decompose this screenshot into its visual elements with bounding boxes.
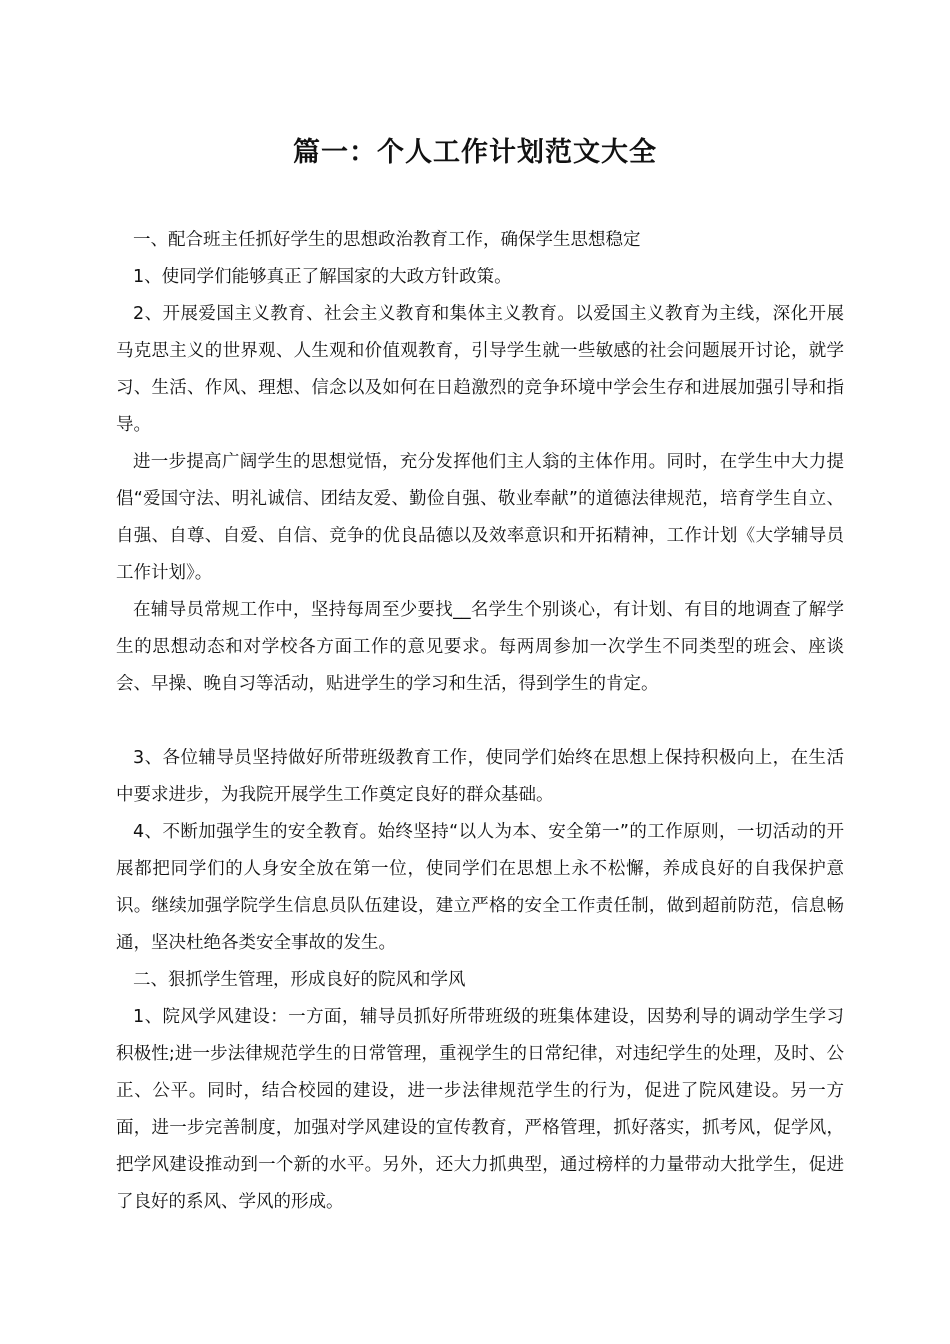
paragraph-item-2: 2、开展爱国主义教育、社会主义教育和集体主义教育。以爱国主义教育为主线，深化开展马克思主义的世界观、人生观和价值观教育，引导学生就一些敏感的社会问题展开讨论，就学习、生活、作风、理想、信念以及如何在日趋激烈的竞争环境中学会生存和进展加强引导和指导。 [116,304,844,435]
paragraph-item-3: 3、各位辅导员坚持做好所带班级教育工作，使同学们始终在思想上保持积极向上，在生活中要求进步，为我院开展学生工作奠定良好的群众基础。 [116,748,844,805]
paragraph-item-1: 1、使同学们能够真正了解国家的大政方针政策。 [133,267,512,287]
document-body [116,222,844,1221]
document-title: 篇一：个人工作计划范文大全 [293,137,657,168]
paragraph-routine-work: 在辅导员常规工作中，坚持每周至少要找__名学生个别谈心，有计划、有目的地调查了解学生的思想动态和对学校各方面工作的意见要求。每两周参加一次学生不同类型的班会、座谈会、早操、晚自习等活动，贴进学生的学习和生活，得到学生的肯定。 [116,600,844,694]
paragraph-item-4: 4、不断加强学生的安全教育。始终坚持“以人为本、安全第一”的工作原则，一切活动的开展都把同学们的人身安全放在第一位，使同学们在思想上永不松懈，养成良好的自我保护意识。继续加强学院学生信息员队伍建设，建立严格的安全工作责任制，做到超前防范，信息畅通，坚决杜绝各类安全事故的发生。 [116,822,844,953]
paragraph-thought-awareness: 进一步提高广阔学生的思想觉悟，充分发挥他们主人翁的主体作用。同时，在学生中大力提倡“爱国守法、明礼诚信、团结友爱、勤俭自强、敬业奉献”的道德法律规范，培育学生自立、自强、自尊、自爱、自信、竞争的优良品德以及效率意识和开拓精神，工作计划《大学辅导员工作计划》。 [116,452,844,583]
section-heading-1: 一、配合班主任抓好学生的思想政治教育工作，确保学生思想稳定 [133,230,641,250]
paragraph-spacer [116,703,844,740]
paragraph-academic-style: 1、院风学风建设：一方面，辅导员抓好所带班级的班集体建设，因势利导的调动学生学习积极性;进一步法律规范学生的日常管理，重视学生的日常纪律，对违纪学生的处理，及时、公正、公平。同时，结合校园的建设，进一步法律规范学生的行为，促进了院风建设。另一方面，进一步完善制度，加强对学风建设的宣传教育，严格管理，抓好落实，抓考风，促学风，把学风建设推动到一个新的水平。另外，还大力抓典型，通过榜样的力量带动大批学生，促进了良好的系风、学风的形成。 [116,1007,844,1212]
section-heading-2: 二、狠抓学生管理，形成良好的院风和学风 [133,970,466,990]
